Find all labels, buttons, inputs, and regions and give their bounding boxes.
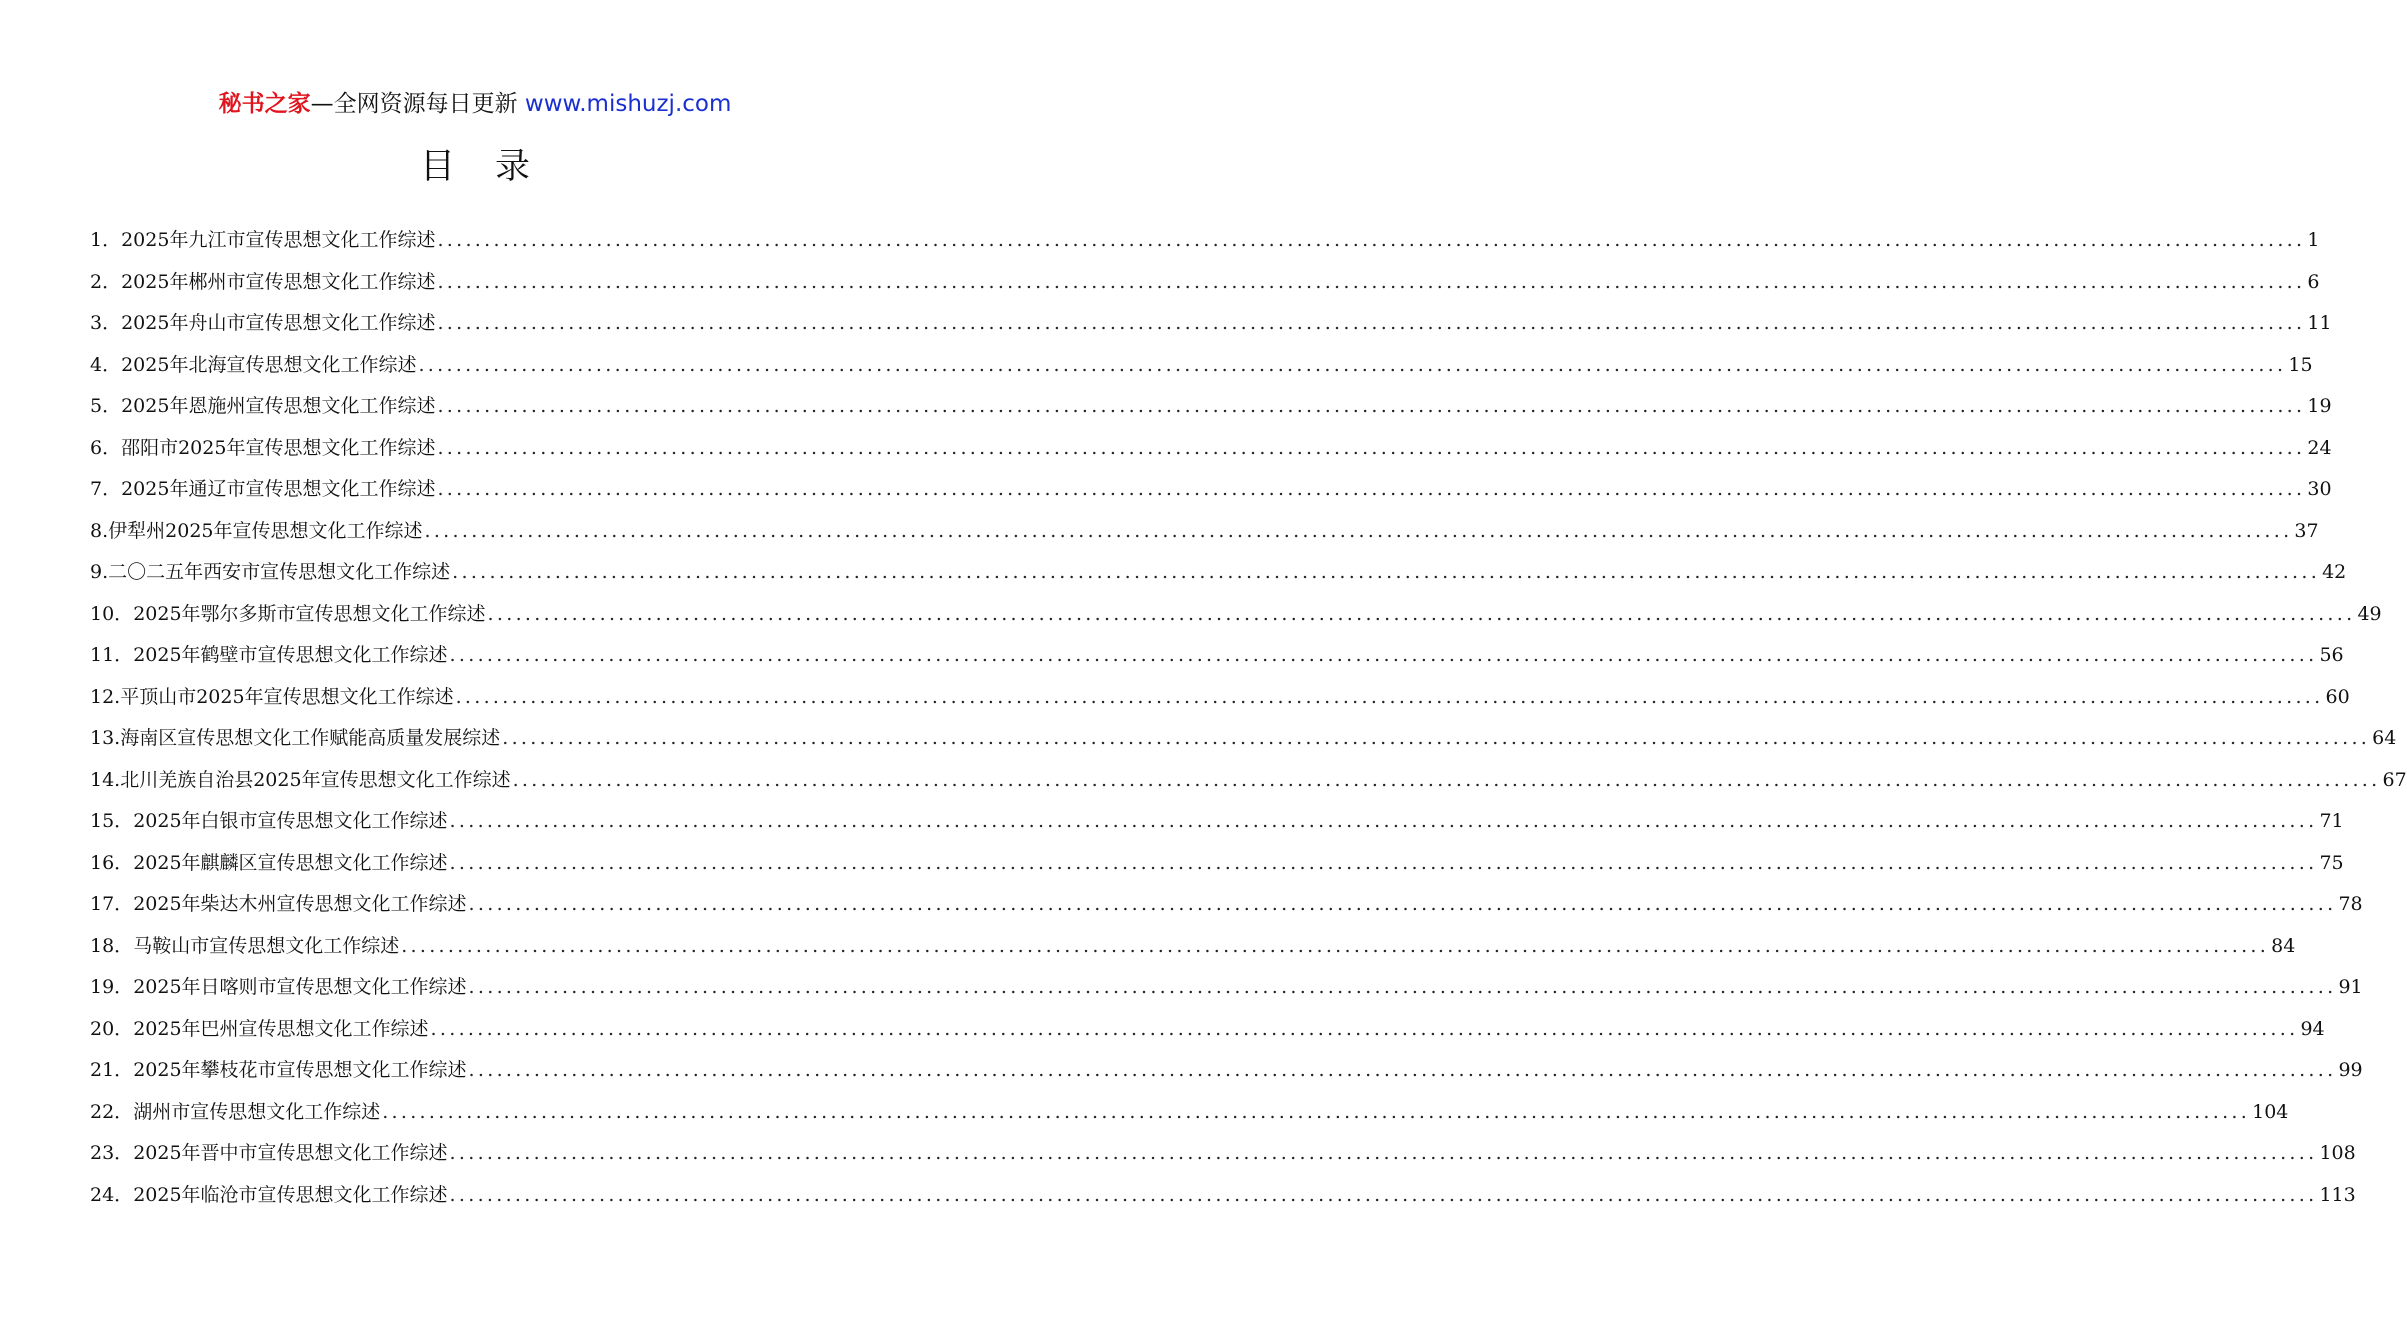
toc-entry[interactable]	[90, 1133, 2356, 1175]
toc-entry-page: 64	[2372, 727, 2397, 749]
toc-entry-number: 22．	[90, 1100, 134, 1123]
toc-entry-number: 2．	[90, 270, 122, 293]
toc-entry-title: 2025年舟山市宣传思想文化工作综述	[121, 312, 436, 334]
toc-entry[interactable]	[90, 884, 2363, 926]
toc-dot-leader: ........................................................................................................................................................................................................	[449, 851, 2318, 874]
toc-dot-leader: ........................................................................................................................................................................................................	[437, 312, 2306, 334]
toc-entry-page: 91	[2338, 976, 2363, 998]
toc-dot-leader: ........................................................................................................................................................................................................	[437, 478, 2306, 500]
toc-entry-title: 2025年北海宣传思想文化工作综述	[121, 353, 417, 376]
page-title	[0, 143, 950, 191]
toc-entry-number: 13.	[90, 727, 121, 749]
toc-dot-leader: ........................................................................................................................................................................................................	[449, 644, 2318, 666]
toc-entry-number: 21．	[90, 1059, 134, 1081]
toc-entry-title: 2025年九江市宣传思想文化工作综述	[121, 229, 436, 251]
toc-entry-number: 8.	[90, 519, 109, 542]
toc-entry-number: 9.	[90, 561, 109, 583]
toc-dot-leader: ........................................................................................................................................................................................................	[382, 1100, 2251, 1123]
toc-entry-number: 10．	[90, 602, 134, 625]
toc-entry-number: 17．	[90, 893, 134, 915]
toc-dot-leader: ........................................................................................................................................................................................................	[437, 395, 2306, 417]
toc-entry-page: 75	[2319, 851, 2344, 874]
toc-entry[interactable]	[90, 428, 2332, 470]
toc-entry-number: 4．	[90, 353, 122, 376]
toc-dot-leader: ........................................................................................................................................................................................................	[468, 1059, 2337, 1081]
table-of-contents	[90, 220, 2407, 1216]
toc-entry[interactable]	[90, 1009, 2325, 1051]
toc-dot-leader: ........................................................................................................................................................................................................	[401, 934, 2270, 957]
toc-entry-title: 2025年巴州宣传思想文化工作综述	[133, 1017, 429, 1040]
toc-entry-page: 71	[2319, 810, 2344, 832]
toc-entry-number: 23．	[90, 1142, 134, 1164]
toc-entry[interactable]	[90, 386, 2332, 428]
toc-entry[interactable]	[90, 926, 2296, 968]
brand-name: 秘书之家	[218, 91, 311, 117]
site-url-link[interactable]: www.mishuzj.com	[524, 91, 732, 117]
toc-entry-page: 56	[2319, 644, 2344, 666]
toc-entry-page: 84	[2271, 934, 2296, 957]
toc-entry[interactable]	[90, 303, 2332, 345]
toc-dot-leader: ........................................................................................................................................................................................................	[437, 229, 2306, 251]
toc-dot-leader: ........................................................................................................................................................................................................	[502, 727, 2371, 749]
toc-entry-title: 2025年通辽市宣传思想文化工作综述	[121, 478, 436, 500]
toc-entry-title: 2025年白银市宣传思想文化工作综述	[133, 810, 448, 832]
toc-entry-number: 20．	[90, 1017, 134, 1040]
toc-dot-leader: ........................................................................................................................................................................................................	[449, 810, 2318, 832]
toc-dot-leader: ........................................................................................................................................................................................................	[455, 685, 2324, 708]
toc-entry-title: 海南区宣传思想文化工作赋能高质量发展综述	[120, 727, 501, 749]
toc-entry-title: 2025年晋中市宣传思想文化工作综述	[133, 1142, 448, 1164]
toc-entry[interactable]	[90, 801, 2344, 843]
toc-entry-title: 2025年郴州市宣传思想文化工作综述	[121, 270, 436, 293]
toc-entry-page: 24	[2307, 436, 2332, 459]
toc-entry[interactable]	[90, 1092, 2289, 1134]
toc-entry-page: 30	[2307, 478, 2332, 500]
toc-entry-page: 49	[2357, 602, 2382, 625]
toc-entry-title: 2025年临沧市宣传思想文化工作综述	[133, 1183, 448, 1206]
toc-dot-leader: ........................................................................................................................................................................................................	[468, 976, 2337, 998]
toc-entry-page: 6	[2307, 270, 2320, 293]
toc-entry[interactable]	[90, 967, 2363, 1009]
toc-entry-page: 113	[2319, 1183, 2356, 1206]
toc-entry[interactable]	[90, 511, 2319, 553]
toc-entry-number: 12.	[90, 685, 121, 708]
toc-entry-title: 平顶山市2025年宣传思想文化工作综述	[120, 685, 454, 708]
toc-entry-title: 2025年麒麟区宣传思想文化工作综述	[133, 851, 448, 874]
toc-entry-title: 湖州市宣传思想文化工作综述	[133, 1100, 381, 1123]
toc-entry-title: 伊犁州2025年宣传思想文化工作综述	[108, 519, 423, 542]
toc-dot-leader: ........................................................................................................................................................................................................	[512, 768, 2381, 791]
toc-entry-title: 2025年攀枝花市宣传思想文化工作综述	[133, 1059, 467, 1081]
toc-entry-title: 2025年鹤壁市宣传思想文化工作综述	[133, 644, 448, 666]
toc-entry[interactable]	[90, 760, 2407, 802]
toc-entry-number: 1．	[90, 229, 122, 251]
toc-entry-page: 67	[2382, 768, 2407, 791]
toc-entry-title: 2025年柴达木州宣传思想文化工作综述	[133, 893, 467, 915]
toc-entry-page: 19	[2307, 395, 2332, 417]
toc-dot-leader: ........................................................................................................................................................................................................	[468, 893, 2337, 915]
toc-dot-leader: ........................................................................................................................................................................................................	[437, 436, 2306, 459]
toc-entry-page: 15	[2288, 353, 2313, 376]
toc-entry-page: 104	[2252, 1100, 2289, 1123]
toc-entry-number: 19．	[90, 976, 134, 998]
toc-entry-title: 2025年日喀则市宣传思想文化工作综述	[133, 976, 467, 998]
toc-entry[interactable]	[90, 594, 2382, 636]
title-char-2: 录	[495, 147, 531, 187]
toc-entry-number: 11．	[90, 644, 134, 666]
toc-entry[interactable]	[90, 345, 2313, 387]
toc-entry-number: 3．	[90, 312, 122, 334]
toc-dot-leader: ........................................................................................................................................................................................................	[437, 270, 2306, 293]
toc-entry[interactable]	[90, 1050, 2363, 1092]
site-header	[0, 88, 950, 120]
toc-entry-page: 11	[2307, 312, 2332, 334]
toc-entry-number: 5．	[90, 395, 122, 417]
toc-dot-leader: ........................................................................................................................................................................................................	[418, 353, 2287, 376]
toc-entry-title: 2025年恩施州宣传思想文化工作综述	[121, 395, 436, 417]
toc-entry-number: 7．	[90, 478, 122, 500]
toc-entry[interactable]	[90, 220, 2320, 262]
toc-entry-title: 二〇二五年西安市宣传思想文化工作综述	[108, 561, 451, 583]
toc-entry-number: 16．	[90, 851, 134, 874]
toc-entry-page: 78	[2338, 893, 2363, 915]
toc-entry[interactable]	[90, 469, 2332, 511]
toc-dot-leader: ........................................................................................................................................................................................................	[424, 519, 2293, 542]
toc-entry-number: 14.	[90, 768, 121, 791]
toc-dot-leader: ........................................................................................................................................................................................................	[449, 1142, 2318, 1164]
toc-entry-page: 60	[2325, 685, 2350, 708]
toc-entry-title: 2025年鄂尔多斯市宣传思想文化工作综述	[133, 602, 486, 625]
toc-entry[interactable]	[90, 843, 2344, 885]
toc-entry-page: 94	[2300, 1017, 2325, 1040]
toc-entry-page: 42	[2322, 561, 2347, 583]
toc-dot-leader: ........................................................................................................................................................................................................	[449, 1183, 2318, 1206]
toc-dot-leader: ........................................................................................................................................................................................................	[487, 602, 2356, 625]
toc-entry-page: 99	[2338, 1059, 2363, 1081]
toc-entry-title: 马鞍山市宣传思想文化工作综述	[133, 934, 400, 957]
toc-entry-number: 6．	[90, 436, 122, 459]
toc-dot-leader: ........................................................................................................................................................................................................	[430, 1017, 2299, 1040]
header-slogan: —全网资源每日更新	[310, 91, 518, 117]
toc-entry[interactable]	[90, 552, 2347, 594]
toc-entry-number: 24．	[90, 1183, 134, 1206]
title-char-1: 目	[419, 147, 455, 187]
toc-dot-leader: ........................................................................................................................................................................................................	[452, 561, 2321, 583]
toc-entry-page: 108	[2319, 1142, 2356, 1164]
toc-entry-number: 18．	[90, 934, 134, 957]
toc-entry-title: 北川羌族自治县2025年宣传思想文化工作综述	[120, 768, 511, 791]
toc-entry-page: 1	[2307, 229, 2320, 251]
toc-entry[interactable]	[90, 1175, 2356, 1217]
toc-entry-number: 15．	[90, 810, 134, 832]
toc-entry[interactable]	[90, 635, 2344, 677]
toc-entry[interactable]	[90, 677, 2350, 719]
toc-entry-title: 邵阳市2025年宣传思想文化工作综述	[121, 436, 436, 459]
toc-entry-page: 37	[2294, 519, 2319, 542]
toc-entry[interactable]	[90, 718, 2397, 760]
toc-entry[interactable]	[90, 262, 2320, 304]
